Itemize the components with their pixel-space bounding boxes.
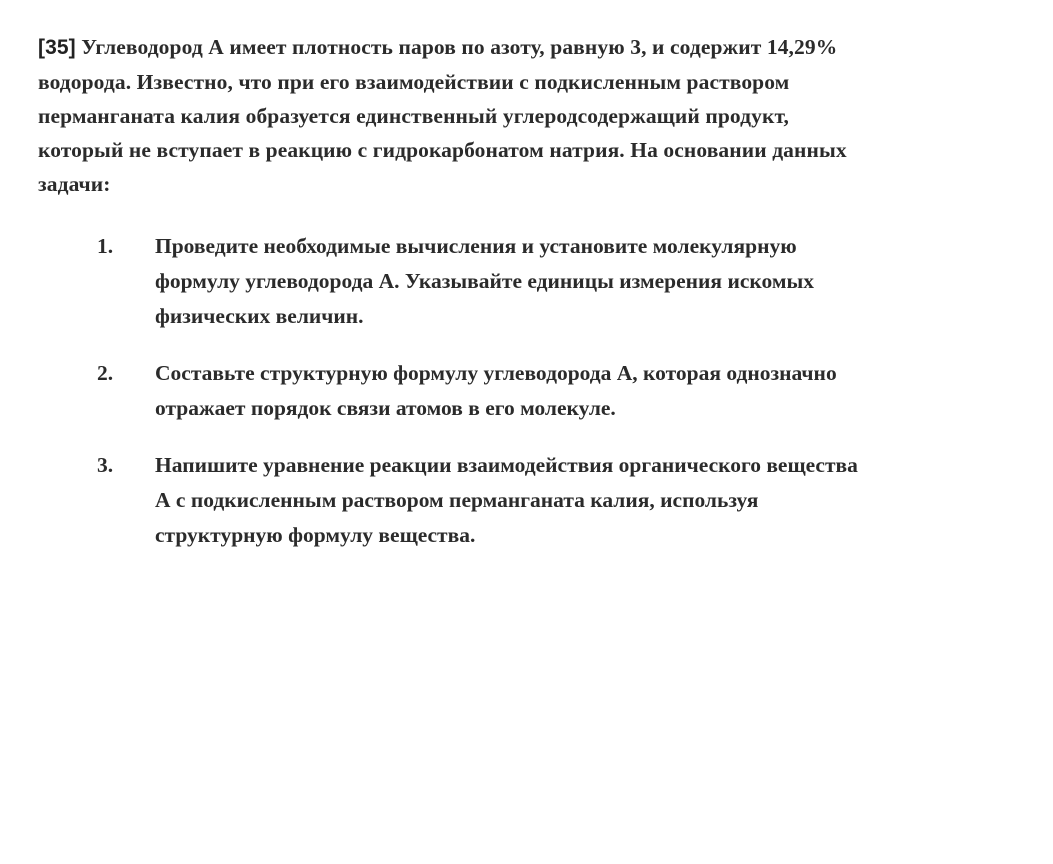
problem-intro-line: водорода. Известно, что при его взаимодействии с подкисленным раствором [38, 70, 790, 94]
problem-intro-line: который не вступает в реакцию с гидрокарбонатом натрия. На основании данных [38, 138, 847, 162]
task-text [155, 448, 858, 553]
task-text [155, 229, 814, 334]
problem-intro-line [38, 30, 1023, 65]
task-number: 1. [97, 234, 114, 258]
task-text [155, 356, 837, 426]
task-line: физических величин. [155, 304, 364, 328]
problem-number: [35] [38, 36, 76, 59]
task-number: 2. [97, 361, 114, 385]
task-item [38, 448, 1023, 553]
task-line: Проведите необходимые вычисления и установите молекулярную [155, 234, 797, 258]
problem-intro-text: Углеводород А имеет плотность паров по азоту, равную 3, и содержит 14,29% [75, 35, 838, 59]
problem-intro-line: задачи: [38, 172, 111, 196]
problem-intro-line: перманганата калия образуется единственный углеродсодержащий продукт, [38, 104, 789, 128]
task-line: структурную формулу вещества. [155, 523, 476, 547]
document-page [38, 30, 1023, 575]
task-number: 3. [97, 453, 114, 477]
task-line: Составьте структурную формулу углеводорода А, которая однозначно [155, 361, 837, 385]
task-line: отражает порядок связи атомов в его молекуле. [155, 396, 616, 420]
task-line: Напишите уравнение реакции взаимодействия органического вещества [155, 453, 858, 477]
task-item [38, 229, 1023, 334]
task-line: А с подкисленным раствором перманганата калия, используя [155, 488, 759, 512]
task-item [38, 356, 1023, 426]
task-line: формулу углеводорода А. Указывайте единицы измерения искомых [155, 269, 814, 293]
task-list [38, 229, 1023, 553]
problem-statement [38, 30, 1023, 201]
